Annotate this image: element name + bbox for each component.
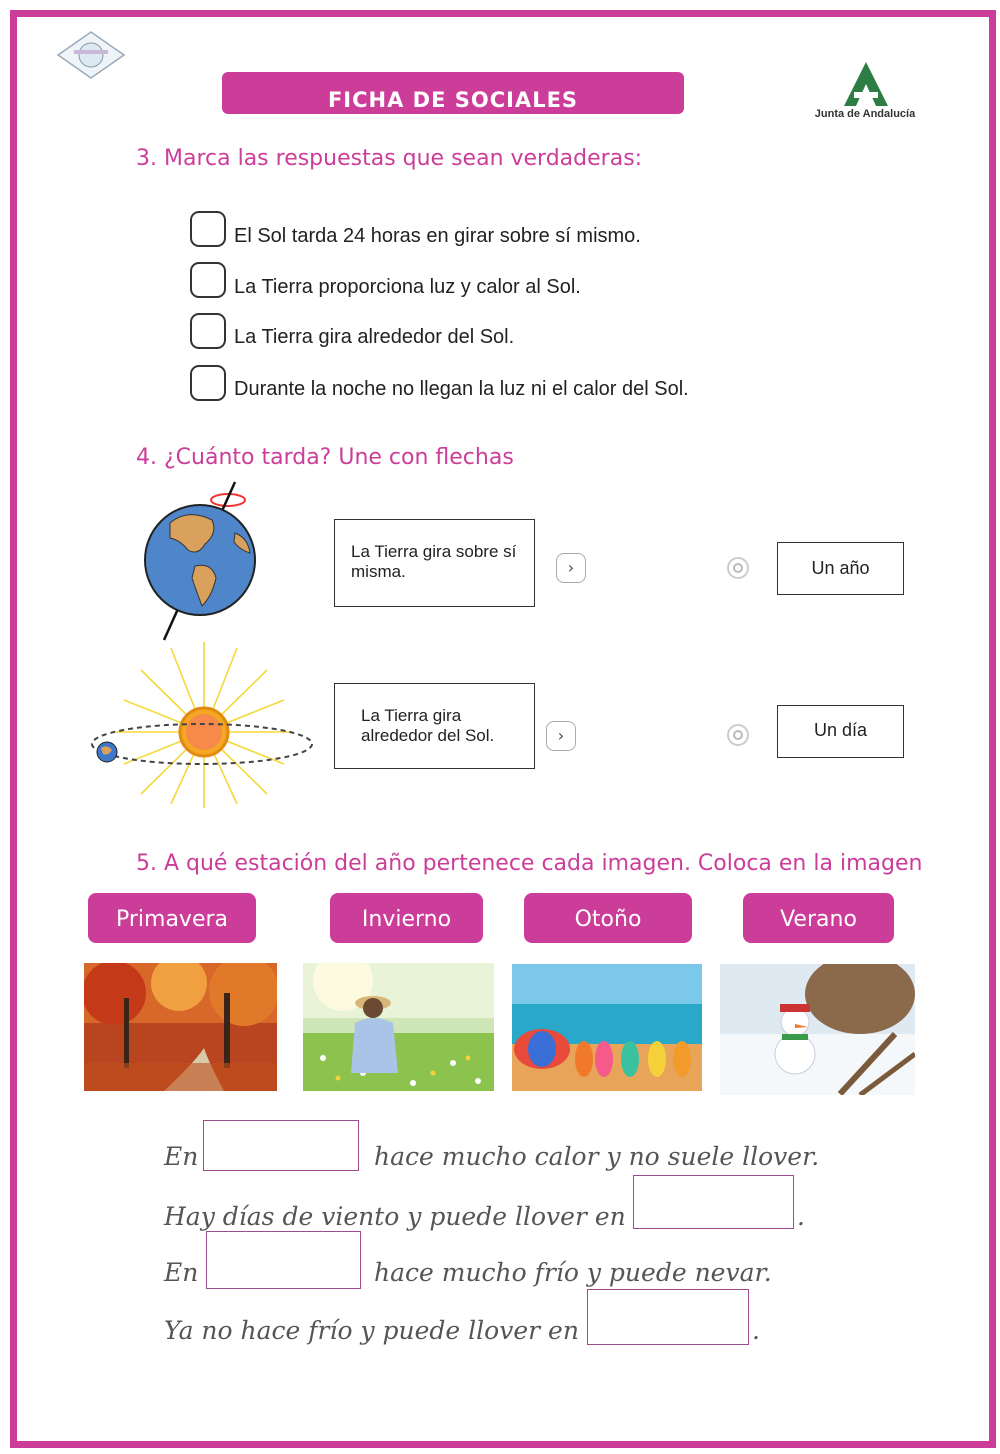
arrow-connector-button[interactable]: › [556, 553, 586, 583]
sentence-1-end: hace mucho calor y no suele llover. [374, 1142, 820, 1171]
autumn-photo [84, 963, 277, 1091]
drop-zone-3[interactable] [206, 1231, 361, 1289]
drop-zone-2[interactable] [633, 1175, 794, 1229]
q4-heading: 4. ¿Cuánto tarda? Une con flechas [136, 445, 514, 470]
season-button-invierno[interactable]: Invierno [330, 893, 483, 943]
arrow-target-point[interactable] [727, 557, 749, 579]
sentence-2-end: . [797, 1202, 805, 1231]
junta-logo-text: Junta de Andalucía [814, 108, 916, 120]
sentence-4-end: . [752, 1316, 760, 1345]
match-right-box-day: Un día [777, 705, 904, 758]
match-right-box-year: Un año [777, 542, 904, 595]
sentence-1-start: En [164, 1142, 199, 1171]
arrow-target-point[interactable] [727, 724, 749, 746]
q3-heading: 3. Marca las respuestas que sean verdaderas: [136, 146, 643, 171]
statement-text: Durante la noche no llegan la luz ni el calor del Sol. [234, 378, 689, 400]
earth-rotation-illustration [140, 478, 265, 643]
summer-photo [512, 964, 702, 1091]
season-button-verano[interactable]: Verano [743, 893, 894, 943]
true-false-checkbox[interactable] [190, 365, 226, 401]
drop-zone-4[interactable] [587, 1289, 749, 1345]
statement-text: La Tierra gira alrededor del Sol. [234, 326, 515, 348]
sentence-2-start: Hay días de viento y puede llover en [164, 1202, 626, 1231]
sentence-4-start: Ya no hace frío y puede llover en [164, 1316, 579, 1345]
match-left-box-orbit: La Tierra gira alrededor del Sol. [334, 683, 535, 769]
season-button-otono[interactable]: Otoño [524, 893, 692, 943]
drop-zone-1[interactable] [203, 1120, 359, 1171]
arrow-connector-button[interactable]: › [546, 721, 576, 751]
statement-text: El Sol tarda 24 horas en girar sobre sí mismo. [234, 225, 641, 247]
season-button-primavera[interactable]: Primavera [88, 893, 256, 943]
winter-photo [720, 964, 915, 1095]
q5-heading: 5. A qué estación del año pertenece cada imagen. Coloca en la imagen [136, 851, 923, 876]
school-logo [56, 30, 126, 80]
true-false-checkbox[interactable] [190, 262, 226, 298]
junta-andalucia-logo [836, 60, 896, 108]
page-title: FICHA DE SOCIALES [222, 72, 684, 114]
sentence-3-end: hace mucho frío y puede nevar. [374, 1258, 772, 1287]
earth-orbit-illustration [86, 640, 321, 810]
true-false-checkbox[interactable] [190, 211, 226, 247]
true-false-checkbox[interactable] [190, 313, 226, 349]
statement-text: La Tierra proporciona luz y calor al Sol. [234, 276, 581, 298]
sentence-3-start: En [164, 1258, 199, 1287]
match-left-box-rotation: La Tierra gira sobre sí misma. [334, 519, 535, 607]
spring-photo [303, 963, 494, 1091]
